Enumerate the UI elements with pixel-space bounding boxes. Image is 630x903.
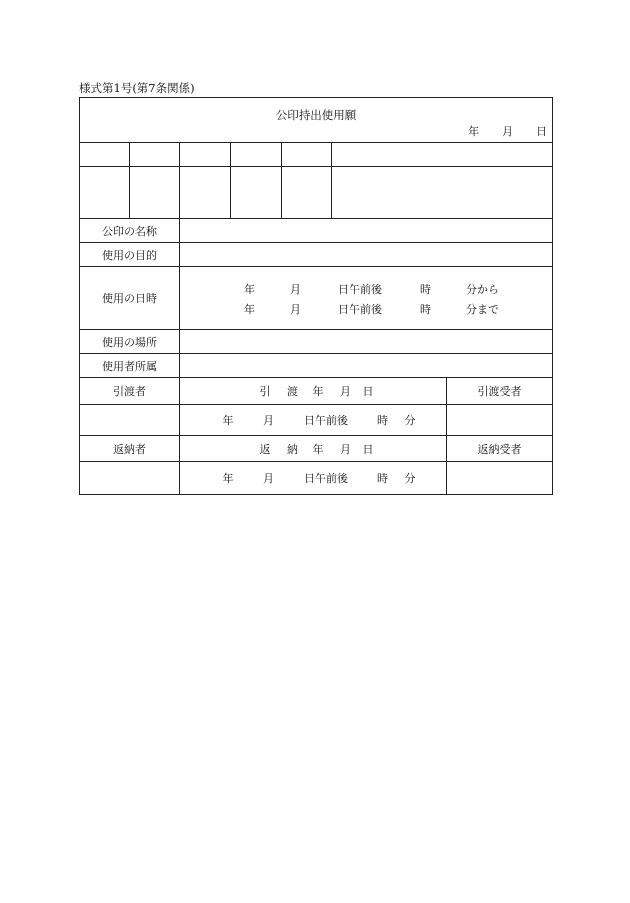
date-year: 年 — [468, 125, 480, 138]
date-month: 月 — [502, 125, 514, 138]
purpose-row — [80, 243, 553, 267]
form-header-cell — [80, 98, 553, 143]
return-receiver-field[interactable] — [447, 462, 553, 495]
approval-header-cell-6 — [332, 143, 553, 167]
from-day-ampm: 日午前後 — [338, 283, 382, 296]
return-header-row — [80, 436, 553, 462]
datetime-row — [80, 267, 553, 330]
handover-date-header — [180, 378, 447, 405]
from-year: 年 — [244, 283, 255, 296]
approval-stamp-cell-3[interactable] — [180, 167, 231, 219]
seal-name-row — [80, 219, 553, 243]
place-row — [80, 330, 553, 354]
form-number-label: 様式第1号(第7条関係) — [79, 81, 195, 95]
return-datetime: 年 月 日午前後 時 分 — [222, 472, 416, 485]
handover-receiver-field[interactable] — [447, 405, 553, 436]
approval-stamp-cell-4[interactable] — [231, 167, 282, 219]
handover-giver-label: 引渡者 — [80, 378, 180, 405]
to-hour: 時 — [420, 303, 431, 316]
return-detail-row — [80, 462, 553, 495]
to-minute: 分まで — [466, 303, 499, 316]
handover-datetime-field[interactable] — [180, 405, 447, 436]
return-giver-field[interactable] — [80, 462, 180, 495]
purpose-field[interactable] — [180, 243, 553, 267]
handover-return-table — [79, 377, 553, 495]
approval-stamp-cell-6[interactable] — [332, 167, 553, 219]
return-giver-label: 返納者 — [80, 436, 180, 462]
handover-header-row — [80, 378, 553, 405]
to-month: 月 — [290, 303, 301, 316]
from-minute: 分から — [466, 283, 499, 296]
approval-header-cell-1 — [80, 143, 130, 167]
place-label: 使用の場所 — [80, 330, 180, 354]
return-date-header — [180, 436, 447, 462]
affiliation-row — [80, 354, 553, 378]
place-field[interactable] — [180, 330, 553, 354]
form-title: 公印持出使用願 — [275, 108, 357, 122]
approval-stamp-cell-1[interactable] — [80, 167, 130, 219]
seal-name-label: 公印の名称 — [80, 219, 180, 243]
date-day: 日 — [536, 125, 548, 138]
from-hour: 時 — [420, 283, 431, 296]
affiliation-label: 使用者所属 — [80, 354, 180, 378]
handover-detail-row — [80, 405, 553, 436]
approval-stamp-row — [80, 167, 553, 219]
handover-datetime: 年 月 日午前後 時 分 — [222, 414, 416, 427]
to-day-ampm: 日午前後 — [338, 303, 382, 316]
return-receiver-label: 返納受者 — [447, 436, 553, 462]
form-header-row — [80, 98, 553, 143]
return-datetime-field[interactable] — [180, 462, 447, 495]
from-month: 月 — [290, 283, 301, 296]
datetime-label: 使用の日時 — [80, 267, 180, 330]
application-date — [468, 123, 546, 139]
datetime-field[interactable] — [180, 267, 553, 330]
approval-header-cell-2 — [130, 143, 180, 167]
return-date-title: 返 納 年 月 日 — [259, 442, 374, 456]
handover-receiver-label: 引渡受者 — [447, 378, 553, 405]
approval-stamp-cell-2[interactable] — [130, 167, 180, 219]
seal-name-field[interactable] — [180, 219, 553, 243]
handover-giver-field[interactable] — [80, 405, 180, 436]
approval-header-cell-3 — [180, 143, 231, 167]
to-year: 年 — [244, 303, 255, 316]
application-form-table — [79, 97, 553, 378]
handover-date-title: 引 渡 年 月 日 — [259, 385, 374, 398]
approval-header-cell-4 — [231, 143, 282, 167]
approval-header-cell-5 — [282, 143, 332, 167]
purpose-label: 使用の目的 — [80, 243, 180, 267]
approval-stamp-cell-5[interactable] — [282, 167, 332, 219]
affiliation-field[interactable] — [180, 354, 553, 378]
approval-stamp-header-row — [80, 143, 553, 167]
